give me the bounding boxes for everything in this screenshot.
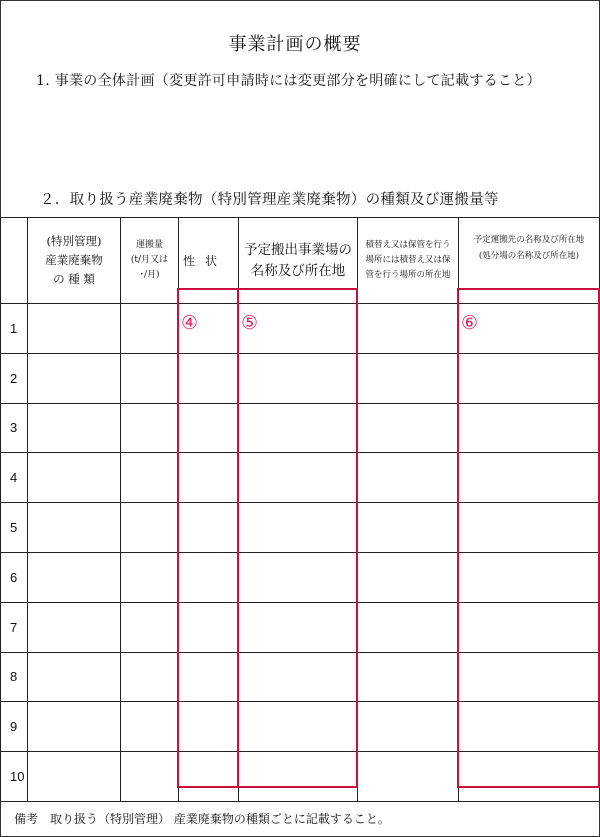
table-row [1, 652, 600, 702]
row-number: 6 [1, 552, 28, 602]
marker-5-icon: ⑤ [241, 312, 259, 334]
row-number: 3 [1, 403, 28, 453]
row-number: 7 [1, 602, 28, 652]
cell-origin[interactable] [239, 552, 358, 602]
table-row [1, 453, 600, 503]
cell-destination[interactable] [459, 752, 600, 802]
cell-property[interactable] [179, 702, 239, 752]
row-number: 5 [1, 503, 28, 553]
cell-amount[interactable] [121, 602, 179, 652]
cell-property[interactable] [179, 602, 239, 652]
cell-destination[interactable] [459, 453, 600, 503]
cell-waste-type[interactable] [28, 702, 121, 752]
cell-origin[interactable] [239, 752, 358, 802]
cell-origin[interactable] [239, 602, 358, 652]
cell-transfer-site[interactable] [358, 752, 459, 802]
header-no [1, 218, 28, 304]
cell-amount[interactable] [121, 552, 179, 602]
footer-note [14, 810, 390, 827]
table-row [1, 353, 600, 403]
table-row [1, 752, 600, 802]
header-destination [459, 218, 600, 304]
cell-waste-type[interactable] [28, 552, 121, 602]
cell-destination[interactable] [459, 353, 600, 403]
table-row [1, 304, 600, 354]
cell-property[interactable] [179, 503, 239, 553]
cell-transfer-site[interactable] [358, 503, 459, 553]
header-text: ･/月) [139, 270, 160, 280]
marker-6-icon: ⑥ [461, 312, 479, 334]
cell-transfer-site[interactable] [358, 304, 459, 354]
cell-waste-type[interactable] [28, 602, 121, 652]
header-transfer-site [358, 218, 459, 304]
header-property [179, 218, 239, 304]
header-text: 性 [183, 254, 196, 268]
cell-property[interactable] [179, 453, 239, 503]
row-number: 1 [1, 304, 28, 354]
cell-amount[interactable] [121, 353, 179, 403]
table-row [1, 602, 600, 652]
cell-origin[interactable] [239, 403, 358, 453]
cell-amount[interactable] [121, 503, 179, 553]
cell-origin[interactable] [239, 702, 358, 752]
cell-waste-type[interactable] [28, 403, 121, 453]
waste-table [0, 217, 600, 802]
header-text: 場所には積替え又は保 [365, 255, 451, 265]
cell-destination[interactable] [459, 503, 600, 553]
header-text: 予定運搬先の名称及び所在地 [473, 235, 585, 245]
cell-waste-type[interactable] [28, 453, 121, 503]
cell-destination[interactable] [459, 552, 600, 602]
footer-label: 備考 [14, 812, 39, 826]
cell-origin[interactable] [239, 353, 358, 403]
section-1-heading: 1. 事業の全体計画（変更許可申請時には変更部分を明確にして記載すること） [36, 73, 541, 89]
cell-transfer-site[interactable] [358, 652, 459, 702]
header-text: 名称及び所在地 [250, 262, 346, 279]
cell-waste-type[interactable] [28, 304, 121, 354]
page-title [0, 30, 600, 56]
cell-destination[interactable] [459, 602, 600, 652]
cell-transfer-site[interactable] [358, 353, 459, 403]
cell-transfer-site[interactable] [358, 403, 459, 453]
header-text: (特別管理) [46, 234, 102, 248]
page-title-text: 事業計画の概要 [228, 34, 362, 55]
table-row [1, 503, 600, 553]
cell-waste-type[interactable] [28, 353, 121, 403]
cell-amount[interactable] [121, 702, 179, 752]
cell-destination[interactable] [459, 403, 600, 453]
marker-4-icon: ④ [181, 312, 199, 334]
cell-transfer-site[interactable] [358, 453, 459, 503]
cell-property[interactable] [179, 752, 239, 802]
row-number: 8 [1, 652, 28, 702]
header-text: の 種 類 [53, 272, 95, 286]
header-text: (t/月又は [130, 255, 169, 265]
cell-property[interactable] [179, 552, 239, 602]
header-origin [239, 218, 358, 304]
cell-amount[interactable] [121, 652, 179, 702]
header-row [1, 218, 600, 304]
header-text: 運搬量 [135, 240, 163, 250]
table-row [1, 403, 600, 453]
row-number: 4 [1, 453, 28, 503]
header-text: 予定搬出事業場の [244, 241, 352, 258]
header-text: 積替え又は保管を行う [365, 240, 451, 250]
cell-waste-type[interactable] [28, 652, 121, 702]
header-text: 状 [205, 254, 218, 268]
cell-transfer-site[interactable] [358, 602, 459, 652]
cell-waste-type[interactable] [28, 503, 121, 553]
cell-destination[interactable] [459, 304, 600, 354]
header-amount [121, 218, 179, 304]
header-text: (処分場の名称及び所在地) [478, 251, 580, 261]
table-row [1, 552, 600, 602]
row-number: 10 [1, 752, 28, 802]
footer-text: 取り扱う（特別管理） 産業廃棄物の種類ごとに記載すること。 [50, 812, 390, 826]
header-text: 管を行う場所の所在地 [365, 270, 451, 280]
header-waste-type [28, 218, 121, 304]
cell-origin[interactable] [239, 453, 358, 503]
cell-waste-type[interactable] [28, 752, 121, 802]
cell-amount[interactable] [121, 403, 179, 453]
row-number: 9 [1, 702, 28, 752]
cell-origin[interactable] [239, 652, 358, 702]
cell-destination[interactable] [459, 702, 600, 752]
cell-destination[interactable] [459, 652, 600, 702]
cell-amount[interactable] [121, 453, 179, 503]
header-text: 産業廃棄物 [45, 253, 103, 267]
cell-property[interactable] [179, 652, 239, 702]
table-row [1, 702, 600, 752]
cell-transfer-site[interactable] [358, 552, 459, 602]
cell-property[interactable] [179, 403, 239, 453]
cell-origin[interactable] [239, 503, 358, 553]
cell-property[interactable] [179, 353, 239, 403]
section-2-heading: ２．取り扱う産業廃棄物（特別管理産業廃棄物）の種類及び運搬量等 [40, 192, 499, 208]
cell-transfer-site[interactable] [358, 702, 459, 752]
cell-amount[interactable] [121, 304, 179, 354]
row-number: 2 [1, 353, 28, 403]
cell-amount[interactable] [121, 752, 179, 802]
